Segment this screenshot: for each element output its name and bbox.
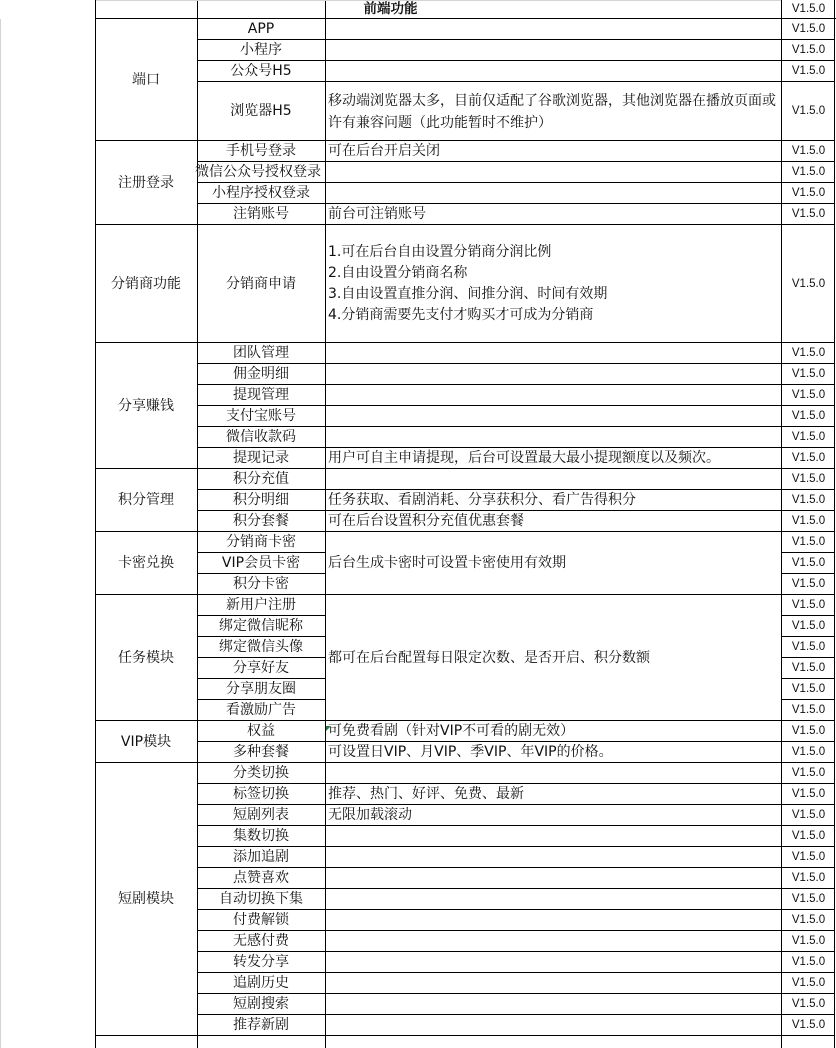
feature-name-cell: 付费解锁 — [197, 910, 325, 931]
feature-name-cell: 注销账号 — [197, 204, 325, 225]
feature-name-cell: 积分套餐 — [197, 511, 325, 532]
feature-name-cell: 小程序授权登录 — [197, 183, 325, 204]
feature-description-cell — [325, 847, 781, 868]
table-header-version: V1.5.0 — [781, 0, 836, 19]
feature-name-cell: 权益 — [197, 721, 325, 742]
feature-name-cell: 积分明细 — [197, 490, 325, 511]
feature-name-cell: 多种套餐 — [197, 742, 325, 763]
feature-name-cell: 积分充值 — [197, 469, 325, 490]
feature-name-cell: 微信收款码 — [197, 427, 325, 448]
version-cell: V1.5.0 — [781, 204, 836, 225]
feature-name-cell: 集数切换 — [197, 826, 325, 847]
version-cell: V1.5.0 — [781, 574, 836, 595]
feature-name-cell: 小程序 — [197, 40, 325, 61]
feature-name-cell: 短剧列表 — [197, 805, 325, 826]
feature-description-cell — [325, 19, 781, 40]
feature-name-cell: 分销商卡密 — [197, 532, 325, 553]
feature-name-cell: 转发分享 — [197, 952, 325, 973]
version-cell: V1.5.0 — [781, 469, 836, 490]
version-cell: V1.5.0 — [781, 225, 836, 343]
feature-description-cell — [325, 183, 781, 204]
feature-name-cell: 浏览器H5 — [197, 82, 325, 141]
version-cell: V1.5.0 — [781, 553, 836, 574]
feature-name-cell: 分享朋友圈 — [197, 679, 325, 700]
version-cell: V1.5.0 — [781, 637, 836, 658]
version-cell: V1.5.0 — [781, 973, 836, 994]
version-cell: V1.5.0 — [781, 364, 836, 385]
feature-description-cell — [325, 868, 781, 889]
cell-comment-marker-icon — [326, 726, 331, 731]
feature-name-cell: APP — [197, 19, 325, 40]
group-name-cell: 卡密兑换 — [95, 532, 197, 595]
version-cell: V1.5.0 — [781, 889, 836, 910]
version-cell: V1.5.0 — [781, 931, 836, 952]
version-cell: V1.5.0 — [781, 448, 836, 469]
feature-description-cell — [325, 406, 781, 427]
feature-description-cell — [325, 931, 781, 952]
group-name-cell: 分销商功能 — [95, 225, 197, 343]
group-name-cell: 分享赚钱 — [95, 343, 197, 469]
version-cell: V1.5.0 — [781, 826, 836, 847]
feature-name-cell: 分享好友 — [197, 658, 325, 679]
feature-name-cell: 添加追剧 — [197, 847, 325, 868]
feature-description-cell — [325, 385, 781, 406]
feature-name-cell: 微信公众号授权登录 — [195, 164, 321, 180]
feature-name-cell: 绑定微信头像 — [197, 637, 325, 658]
version-cell: V1.5.0 — [781, 868, 836, 889]
feature-description-cell: 可免费看剧（针对VIP不可看的剧无效） — [325, 721, 781, 742]
feature-name-cell: 标签切换 — [197, 784, 325, 805]
feature-description-cell — [325, 162, 781, 183]
version-cell: V1.5.0 — [781, 679, 836, 700]
feature-description-cell — [325, 40, 781, 61]
version-cell: V1.5.0 — [781, 406, 836, 427]
version-cell: V1.5.0 — [781, 532, 836, 553]
version-cell: V1.5.0 — [781, 595, 836, 616]
version-cell: V1.5.0 — [781, 616, 836, 637]
feature-description-cell: 无限加载滚动 — [325, 805, 781, 826]
group-name-cell: VIP模块 — [95, 721, 197, 763]
version-cell: V1.5.0 — [781, 427, 836, 448]
version-cell: V1.5.0 — [781, 742, 836, 763]
version-cell: V1.5.0 — [781, 763, 836, 784]
version-cell: V1.5.0 — [781, 385, 836, 406]
feature-name-cell: 佣金明细 — [197, 364, 325, 385]
feature-name-cell: 团队管理 — [197, 343, 325, 364]
version-cell: V1.5.0 — [781, 511, 836, 532]
feature-description-cell: 用户可自主申请提现，后台可设置最大最小提现额度以及频次。 — [325, 448, 781, 469]
group-name-cell: 任务模块 — [95, 595, 197, 721]
merged-description-cell: 都可在后台配置每日限定次数、是否开启、积分数额 — [325, 595, 781, 721]
group-name-cell: 积分管理 — [95, 469, 197, 532]
feature-description-cell: 可在后台开启关闭 — [325, 141, 781, 162]
feature-name-cell: 绑定微信昵称 — [197, 616, 325, 637]
version-cell: V1.5.0 — [781, 82, 836, 141]
version-cell: V1.5.0 — [781, 784, 836, 805]
version-cell: V1.5.0 — [781, 162, 836, 183]
version-cell: V1.5.0 — [781, 19, 836, 40]
feature-description-cell — [325, 973, 781, 994]
feature-description-cell: 任务获取、看剧消耗、分享获积分、看广告得积分 — [325, 490, 781, 511]
version-cell: V1.5.0 — [781, 700, 836, 721]
feature-description-cell — [325, 994, 781, 1015]
table-header-title: 前端功能 — [0, 0, 781, 19]
feature-name-cell: 提现记录 — [197, 448, 325, 469]
version-cell: V1.5.0 — [781, 805, 836, 826]
feature-description-cell — [325, 889, 781, 910]
feature-description-cell: 1.可在后台自由设置分销商分润比例 2.自由设置分销商名称 3.自由设置直推分润、间推分润、时间有效期 4.分销商需要先支付才购买才可成为分销商 — [325, 225, 781, 343]
version-cell: V1.5.0 — [781, 61, 836, 82]
feature-description-cell — [325, 364, 781, 385]
feature-name-cell: 支付宝账号 — [197, 406, 325, 427]
group-name-cell: 注册登录 — [95, 141, 197, 225]
version-cell: V1.5.0 — [781, 910, 836, 931]
feature-name-cell: 点赞喜欢 — [197, 868, 325, 889]
feature-description-cell — [325, 763, 781, 784]
group-name-cell: 短剧模块 — [95, 763, 197, 1036]
feature-name-cell: 公众号H5 — [197, 61, 325, 82]
version-cell: V1.5.0 — [781, 847, 836, 868]
version-cell: V1.5.0 — [781, 1015, 836, 1036]
feature-name-cell: 看激励广告 — [197, 700, 325, 721]
feature-name-cell: 提现管理 — [197, 385, 325, 406]
feature-description-cell: 可在后台设置积分充值优惠套餐 — [325, 511, 781, 532]
version-cell: V1.5.0 — [781, 40, 836, 61]
version-cell: V1.5.0 — [781, 141, 836, 162]
group-name-cell: 端口 — [95, 19, 197, 141]
feature-description-cell: 推荐、热门、好评、免费、最新 — [325, 784, 781, 805]
feature-description-cell — [325, 469, 781, 490]
feature-description-cell — [325, 1015, 781, 1036]
feature-description-cell — [325, 427, 781, 448]
version-cell: V1.5.0 — [781, 183, 836, 204]
feature-description-cell: 可设置日VIP、月VIP、季VIP、年VIP的价格。 — [325, 742, 781, 763]
merged-description-cell: 后台生成卡密时可设置卡密使用有效期 — [325, 532, 781, 595]
feature-name-cell: 无感付费 — [197, 931, 325, 952]
feature-name-cell: 短剧搜索 — [197, 994, 325, 1015]
feature-description-cell — [325, 910, 781, 931]
version-cell: V1.5.0 — [781, 490, 836, 511]
version-cell: V1.5.0 — [781, 952, 836, 973]
feature-description-cell: 移动端浏览器太多，目前仅适配了谷歌浏览器，其他浏览器在播放页面或许有兼容问题（此功能暂时不维护） — [325, 82, 781, 141]
feature-description-cell — [325, 343, 781, 364]
feature-description-cell — [325, 61, 781, 82]
version-cell: V1.5.0 — [781, 658, 836, 679]
feature-name-cell: 分销商申请 — [197, 225, 325, 343]
feature-description-cell — [325, 826, 781, 847]
feature-name-cell: 自动切换下集 — [197, 889, 325, 910]
feature-name-cell: 推荐新剧 — [197, 1015, 325, 1036]
version-cell: V1.5.0 — [781, 721, 836, 742]
feature-name-cell: 手机号登录 — [197, 141, 325, 162]
feature-name-cell: 积分卡密 — [197, 574, 325, 595]
feature-name-cell: 分类切换 — [197, 763, 325, 784]
feature-description-cell: 前台可注销账号 — [325, 204, 781, 225]
feature-name-cell: 追剧历史 — [197, 973, 325, 994]
feature-name-cell: VIP会员卡密 — [197, 553, 325, 574]
feature-name-cell: 新用户注册 — [197, 595, 325, 616]
version-cell: V1.5.0 — [781, 994, 836, 1015]
version-cell: V1.5.0 — [781, 343, 836, 364]
feature-description-cell — [325, 952, 781, 973]
